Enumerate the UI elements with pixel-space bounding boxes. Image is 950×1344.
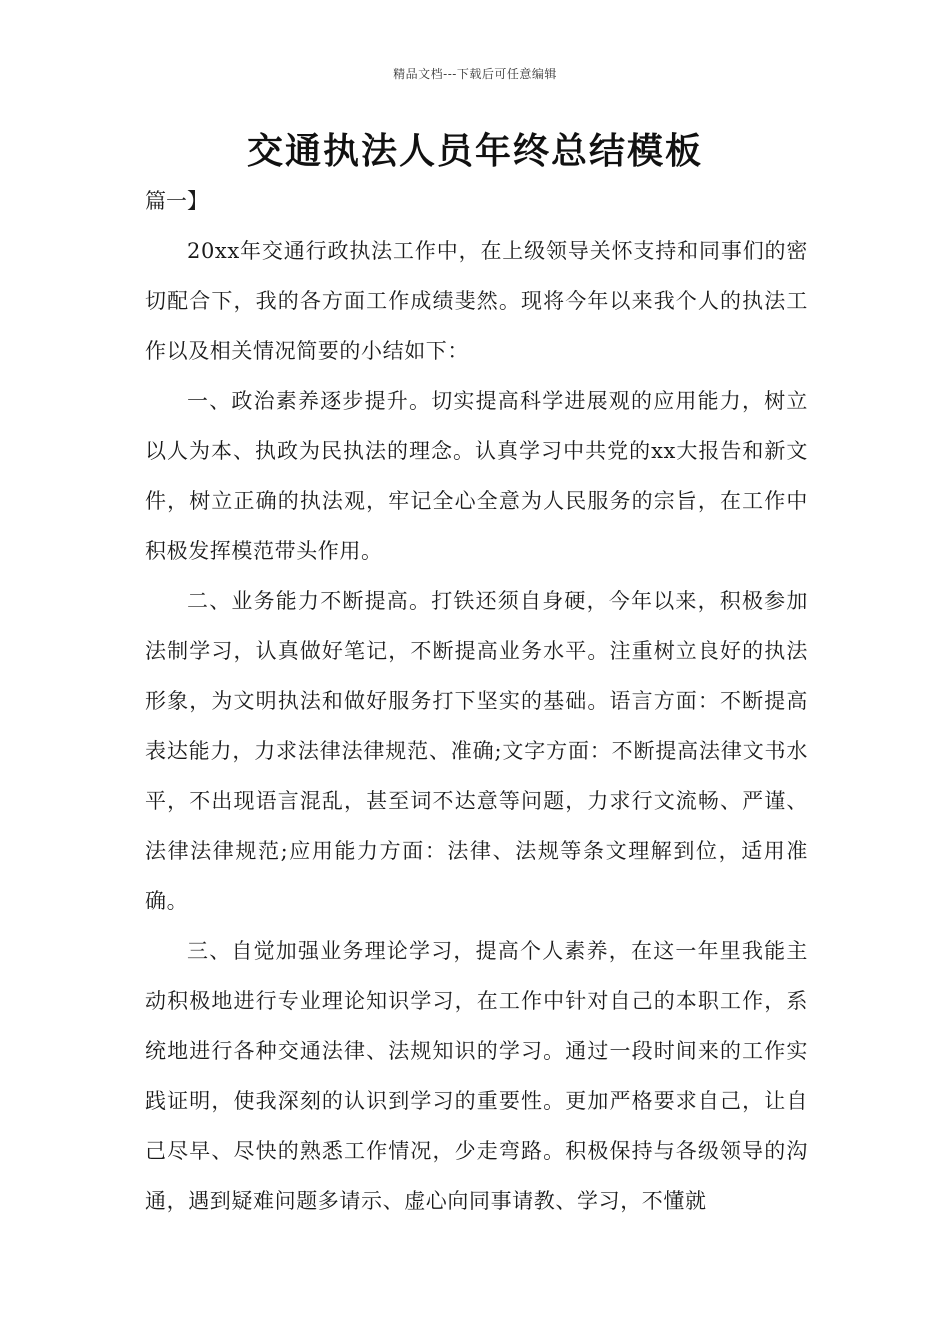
document-body — [145, 226, 808, 1226]
document-title: 交通执法人员年终总结模板 — [246, 131, 703, 172]
section-label: 篇一】 — [145, 189, 208, 213]
paragraph-business: 二、业务能力不断提高。打铁还须自身硬，今年以来，积极参加法制学习，认真做好笔记，不断提高业务水平。注重树立良好的执法形象，为文明执法和做好服务打下坚实的基础。语言方面：不断提高表达能力，力求法律法律规范、准确;文字方面：不断提高法律文书水平，不出现语言混乱，甚至词不达意等问题，力求行文流畅、严谨、法律法律规范;应用能力方面：法律、法规等条文理解到位，适用准确。 — [145, 589, 808, 913]
paragraph-study: 三、自觉加强业务理论学习，提高个人素养，在这一年里我能主动积极地进行专业理论知识学习，在工作中针对自己的本职工作，系统地进行各种交通法律、法规知识的学习。通过一段时间来的工作实践证明，使我深刻的认识到学习的重要性。更加严格要求自己，让自己尽早、尽快的熟悉工作情况，少走弯路。积极保持与各级领导的沟通，遇到疑难问题多请示、虚心向同事请教、学习，不懂就 — [145, 939, 808, 1213]
paragraph-political: 一、政治素养逐步提升。切实提高科学进展观的应用能力，树立以人为本、执政为民执法的理念。认真学习中共党的xx大报告和新文件，树立正确的执法观，牢记全心全意为人民服务的宗旨，在工作中积极发挥模范带头作用。 — [145, 389, 808, 563]
paragraph-intro: 20xx年交通行政执法工作中，在上级领导关怀支持和同事们的密切配合下，我的各方面工作成绩斐然。现将今年以来我个人的执法工作以及相关情况简要的小结如下： — [145, 239, 808, 363]
header-note: 精品文档---下载后可任意编辑 — [393, 67, 557, 81]
